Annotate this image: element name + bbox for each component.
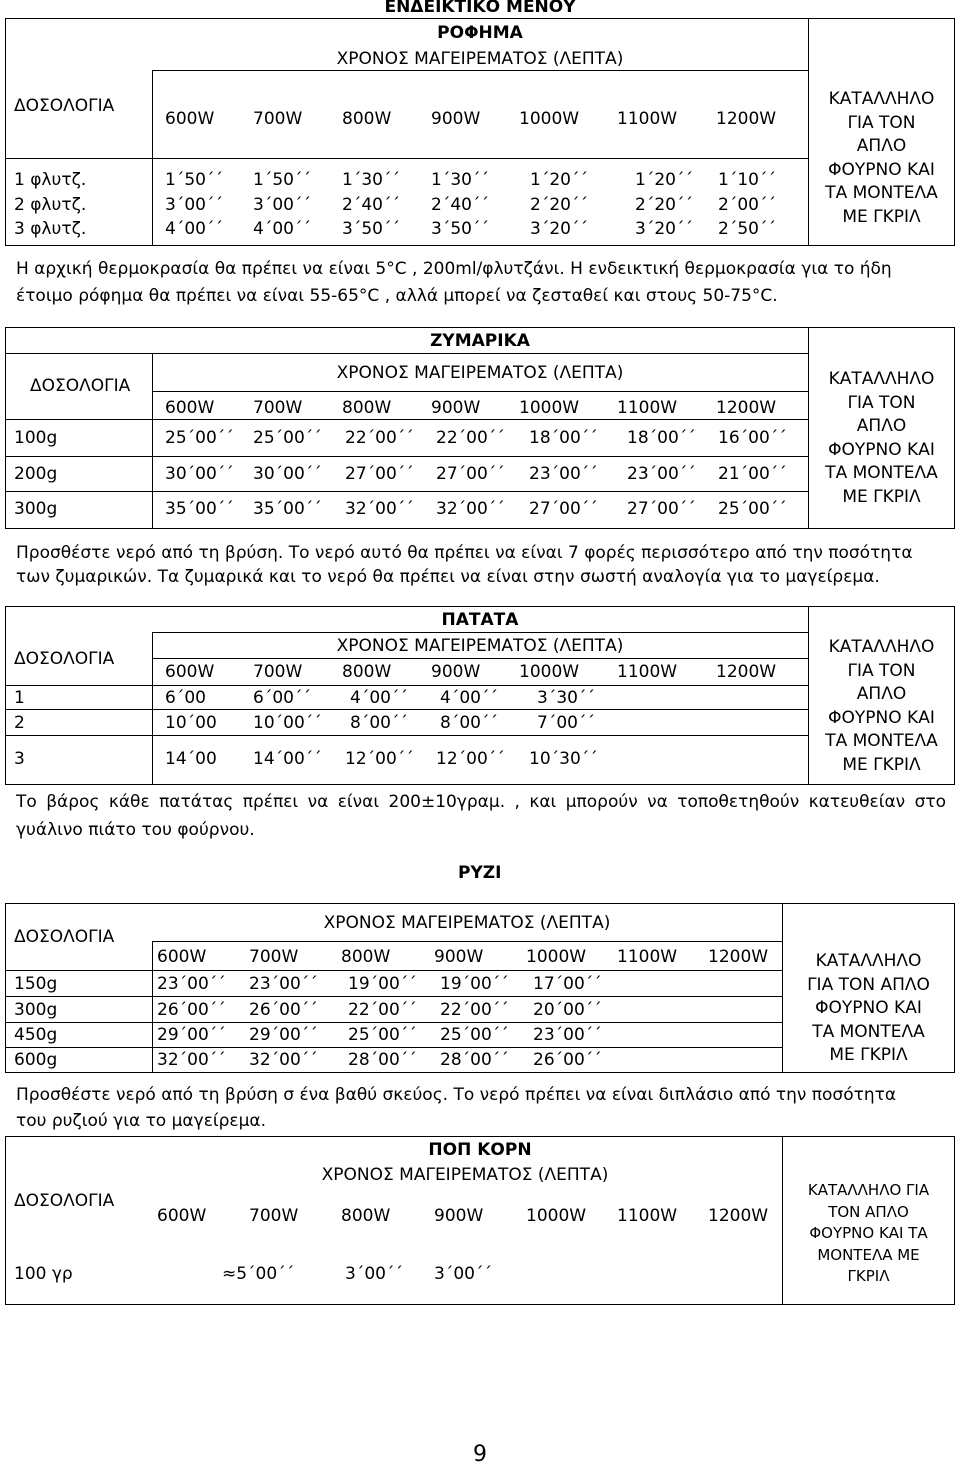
table-cell: 28΄00΄΄ (440, 1050, 509, 1070)
table-cell: 6΄00΄΄ (253, 688, 311, 708)
table-cell: 22΄00΄΄ (345, 428, 414, 448)
table-cell: 29΄00΄΄ (157, 1025, 226, 1045)
table-cell: 4΄00΄΄ (440, 688, 498, 708)
table-cell: 3΄00΄΄ (434, 1264, 492, 1284)
table-cell: 22΄00΄΄ (436, 428, 505, 448)
power-600w: 600W (165, 398, 215, 418)
power-1100w: 1100W (617, 1206, 678, 1226)
table-cell: 25΄00΄΄ (348, 1025, 417, 1045)
table-cell: 26΄00΄΄ (249, 1000, 318, 1020)
table-cell: 1΄20΄΄ (635, 170, 693, 190)
row-label: 1 (14, 688, 25, 708)
table-cell: 26΄00΄΄ (533, 1050, 602, 1070)
dosage-label: ΔΟΣΟΛΟΓΙΑ (14, 649, 115, 669)
power-1100w: 1100W (617, 398, 678, 418)
power-1100w: 1100W (617, 947, 678, 967)
table-cell: 35΄00΄΄ (165, 499, 234, 519)
table-cell: 19΄00΄΄ (440, 974, 509, 994)
table-cell: 28΄00΄΄ (348, 1050, 417, 1070)
table-cell: 3΄20΄΄ (635, 219, 693, 239)
row-label: 1 φλυτζ. (14, 170, 87, 190)
table-cell: 1΄50΄΄ (165, 170, 223, 190)
section-note: Προσθέστε νερό από τη βρύση σ ένα βαθύ σκεύος. Το νερό πρέπει να είναι διπλάσιο από την ποσότητα του ρυζιού για το μαγείρεμα. (16, 1085, 897, 1131)
table-cell: 3΄20΄΄ (530, 219, 588, 239)
table-cell: 29΄00΄΄ (249, 1025, 318, 1045)
table-cell: 8΄00΄΄ (350, 713, 408, 733)
power-600w: 600W (157, 947, 207, 967)
power-1200w: 1200W (716, 662, 777, 682)
dosage-label: ΔΟΣΟΛΟΓΙΑ (14, 927, 115, 947)
table-cell: 1΄50΄΄ (253, 170, 311, 190)
power-1200w: 1200W (716, 398, 777, 418)
row-label: 450g (14, 1025, 58, 1045)
section-title: ΠΑΤΑΤΑ (441, 610, 519, 630)
power-1000w: 1000W (519, 109, 580, 129)
power-900w: 900W (431, 398, 481, 418)
power-1100w: 1100W (617, 109, 678, 129)
table-cell: 6΄00 (165, 688, 206, 708)
table-cell: 3΄00΄΄ (165, 195, 223, 215)
dosage-label: ΔΟΣΟΛΟΓΙΑ (14, 1191, 115, 1211)
table-cell: 30΄00΄΄ (253, 464, 322, 484)
table-cell: 23΄00΄΄ (249, 974, 318, 994)
table-cell: 2΄50΄΄ (718, 219, 776, 239)
power-1200w: 1200W (708, 947, 769, 967)
power-700w: 700W (253, 662, 303, 682)
dosage-label: ΔΟΣΟΛΟΓΙΑ (14, 96, 115, 116)
table-cell: 17΄00΄΄ (533, 974, 602, 994)
table-cell: 23΄00΄΄ (529, 464, 598, 484)
power-1200w: 1200W (716, 109, 777, 129)
table-cell: 1΄30΄΄ (431, 170, 489, 190)
table-cell: 32΄00΄΄ (157, 1050, 226, 1070)
time-header: ΧΡΟΝΟΣ ΜΑΓΕΙΡΕΜΑΤΟΣ (ΛΕΠΤΑ) (323, 913, 611, 933)
row-label: 100g (14, 428, 58, 448)
table-cell: 32΄00΄΄ (345, 499, 414, 519)
row-label: 3 φλυτζ. (14, 219, 87, 239)
table-cell: 27΄00΄΄ (345, 464, 414, 484)
table-cell: 2΄20΄΄ (635, 195, 693, 215)
row-label: 100 γρ (14, 1264, 73, 1284)
power-800w: 800W (342, 398, 392, 418)
power-600w: 600W (165, 662, 215, 682)
table-cell: 30΄00΄΄ (165, 464, 234, 484)
power-900w: 900W (431, 662, 481, 682)
table-cell: 2΄20΄΄ (530, 195, 588, 215)
table-cell: 10΄00΄΄ (253, 713, 322, 733)
table-cell: 18΄00΄΄ (627, 428, 696, 448)
power-600w: 600W (165, 109, 215, 129)
section-note: Προσθέστε νερό από τη βρύση. Το νερό αυτό θα πρέπει να είναι 7 φορές περισσότερο από την ποσότητα των ζυμαρικών. Τα ζυμαρικά και το νερό θα πρέπει να είναι στην σωστή αναλογία για το μαγείρεμα. (16, 543, 913, 587)
time-header: ΧΡΟΝΟΣ ΜΑΓΕΙΡΕΜΑΤΟΣ (ΛΕΠΤΑ) (336, 363, 624, 383)
table-cell: 20΄00΄΄ (533, 1000, 602, 1020)
row-label: 300g (14, 499, 58, 519)
power-900w: 900W (431, 109, 481, 129)
row-label: 150g (14, 974, 58, 994)
power-900w: 900W (434, 947, 484, 967)
power-1100w: 1100W (617, 662, 678, 682)
power-600w: 600W (157, 1206, 207, 1226)
time-header: ΧΡΟΝΟΣ ΜΑΓΕΙΡΕΜΑΤΟΣ (ΛΕΠΤΑ) (321, 1165, 609, 1185)
power-700w: 700W (253, 109, 303, 129)
table-cell: 3΄30΄΄ (537, 688, 595, 708)
section-title: ΠΟΠ ΚΟΡΝ (428, 1140, 532, 1160)
table-cell: 23΄00΄΄ (533, 1025, 602, 1045)
table-cell: 1΄30΄΄ (342, 170, 400, 190)
table-cell: 25΄00΄΄ (440, 1025, 509, 1045)
table-cell: 19΄00΄΄ (348, 974, 417, 994)
table-cell: 14΄00 (165, 749, 217, 769)
power-1200w: 1200W (708, 1206, 769, 1226)
table-cell: 12΄00΄΄ (436, 749, 505, 769)
table-cell: 2΄00΄΄ (718, 195, 776, 215)
dosage-label: ΔΟΣΟΛΟΓΙΑ (30, 376, 131, 396)
table-cell: 35΄00΄΄ (253, 499, 322, 519)
table-cell: 22΄00΄΄ (440, 1000, 509, 1020)
section-title: ΡΥΖΙ (458, 863, 502, 883)
table-cell: 32΄00΄΄ (436, 499, 505, 519)
table-cell: 18΄00΄΄ (529, 428, 598, 448)
table-cell: 21΄00΄΄ (718, 464, 787, 484)
compatibility-note: ΚΑΤΑΛΛΗΛΟ ΓΙΑ ΤΟΝ ΑΠΛΟ ΦΟΥΡΝΟ ΚΑΙ ΤΑ ΜΟΝΤΕΛΑ ΜΕ ΓΚΡΙΛ (807, 951, 930, 1065)
table-cell: 32΄00΄΄ (249, 1050, 318, 1070)
power-1000w: 1000W (526, 947, 587, 967)
table-cell: 16΄00΄΄ (718, 428, 787, 448)
table-cell: 25΄00΄΄ (253, 428, 322, 448)
table-cell: 3΄50΄΄ (342, 219, 400, 239)
section-note: Η αρχική θερμοκρασία θα πρέπει να είναι 5°C , 200ml/φλυτζάνι. Η ενδεικτική θερμοκρασία για το ήδη έτοιμο ρόφημα θα πρέπει να είναι 55-65°C , αλλά μπορεί να ζεσταθεί και στους 50-75°C. (16, 259, 892, 306)
table-cell: 26΄00΄΄ (157, 1000, 226, 1020)
power-800w: 800W (341, 1206, 391, 1226)
row-label: 2 (14, 713, 25, 733)
compatibility-note: ΚΑΤΑΛΛΗΛΟ ΓΙΑ ΤΟΝ ΑΠΛΟ ΦΟΥΡΝΟ ΚΑΙ ΤΑ ΜΟΝΤΕΛΑ ΜΕ ΓΚΡΙΛ (807, 1181, 930, 1285)
table-cell: 3΄00΄΄ (253, 195, 311, 215)
compatibility-note: ΚΑΤΑΛΛΗΛΟ ΓΙΑ ΤΟΝ ΑΠΛΟ ΦΟΥΡΝΟ ΚΑΙ ΤΑ ΜΟΝΤΕΛΑ ΜΕ ΓΚΡΙΛ (825, 637, 938, 775)
power-1000w: 1000W (519, 662, 580, 682)
power-700w: 700W (249, 947, 299, 967)
power-800w: 800W (341, 947, 391, 967)
table-cell: 1΄20΄΄ (530, 170, 588, 190)
table-cell: 3΄00΄΄ (345, 1264, 403, 1284)
table-cell: 27΄00΄΄ (436, 464, 505, 484)
table-cell: 12΄00΄΄ (345, 749, 414, 769)
power-1000w: 1000W (526, 1206, 587, 1226)
table-cell: 27΄00΄΄ (627, 499, 696, 519)
menu-title: ΕΝΔΕΙΚΤΙΚΟ ΜΕΝΟΥ (384, 0, 576, 17)
table-cell: 2΄40΄΄ (431, 195, 489, 215)
section-title: ΖΥΜΑΡΙΚΑ (430, 331, 530, 351)
table-cell: 10΄30΄΄ (529, 749, 598, 769)
table-cell: 14΄00΄΄ (253, 749, 322, 769)
row-label: 200g (14, 464, 58, 484)
row-label: 3 (14, 749, 25, 769)
row-label: 300g (14, 1000, 58, 1020)
section-note: Το βάρος κάθε πατάτας πρέπει να είναι 200±10γραμ. , και μπορούν να τοποθετηθούν κατευθείαν στο γυάλινο πιάτο του φούρνου. (16, 792, 946, 840)
time-header: ΧΡΟΝΟΣ ΜΑΓΕΙΡΕΜΑΤΟΣ (ΛΕΠΤΑ) (336, 636, 624, 656)
table-cell: 10΄00 (165, 713, 217, 733)
table-cell: 4΄00΄΄ (165, 219, 223, 239)
table-cell: 22΄00΄΄ (348, 1000, 417, 1020)
power-800w: 800W (342, 109, 392, 129)
row-label: 600g (14, 1050, 58, 1070)
table-cell: 23΄00΄΄ (157, 974, 226, 994)
row-label: 2 φλυτζ. (14, 195, 87, 215)
section-title: ΡΟΦΗΜΑ (437, 23, 523, 43)
table-cell: 1΄10΄΄ (718, 170, 776, 190)
power-700w: 700W (253, 398, 303, 418)
power-1000w: 1000W (519, 398, 580, 418)
table-cell: 25΄00΄΄ (718, 499, 787, 519)
table-cell: 4΄00΄΄ (253, 219, 311, 239)
table-cell: 27΄00΄΄ (529, 499, 598, 519)
table-cell: 3΄50΄΄ (431, 219, 489, 239)
table-cell: ≈5΄00΄΄ (222, 1264, 295, 1284)
table-cell: 2΄40΄΄ (342, 195, 400, 215)
table-cell: 8΄00΄΄ (440, 713, 498, 733)
time-header: ΧΡΟΝΟΣ ΜΑΓΕΙΡΕΜΑΤΟΣ (ΛΕΠΤΑ) (336, 49, 624, 69)
page-number: 9 (473, 1442, 487, 1467)
power-800w: 800W (342, 662, 392, 682)
compatibility-note: ΚΑΤΑΛΛΗΛΟ ΓΙΑ ΤΟΝ ΑΠΛΟ ΦΟΥΡΝΟ ΚΑΙ ΤΑ ΜΟΝΤΕΛΑ ΜΕ ΓΚΡΙΛ (825, 369, 938, 507)
compatibility-note: ΚΑΤΑΛΛΗΛΟ ΓΙΑ ΤΟΝ ΑΠΛΟ ΦΟΥΡΝΟ ΚΑΙ ΤΑ ΜΟΝΤΕΛΑ ΜΕ ΓΚΡΙΛ (825, 89, 938, 227)
table-cell: 25΄00΄΄ (165, 428, 234, 448)
power-700w: 700W (249, 1206, 299, 1226)
table-cell: 4΄00΄΄ (350, 688, 408, 708)
table-cell: 7΄00΄΄ (537, 713, 595, 733)
power-900w: 900W (434, 1206, 484, 1226)
table-cell: 23΄00΄΄ (627, 464, 696, 484)
